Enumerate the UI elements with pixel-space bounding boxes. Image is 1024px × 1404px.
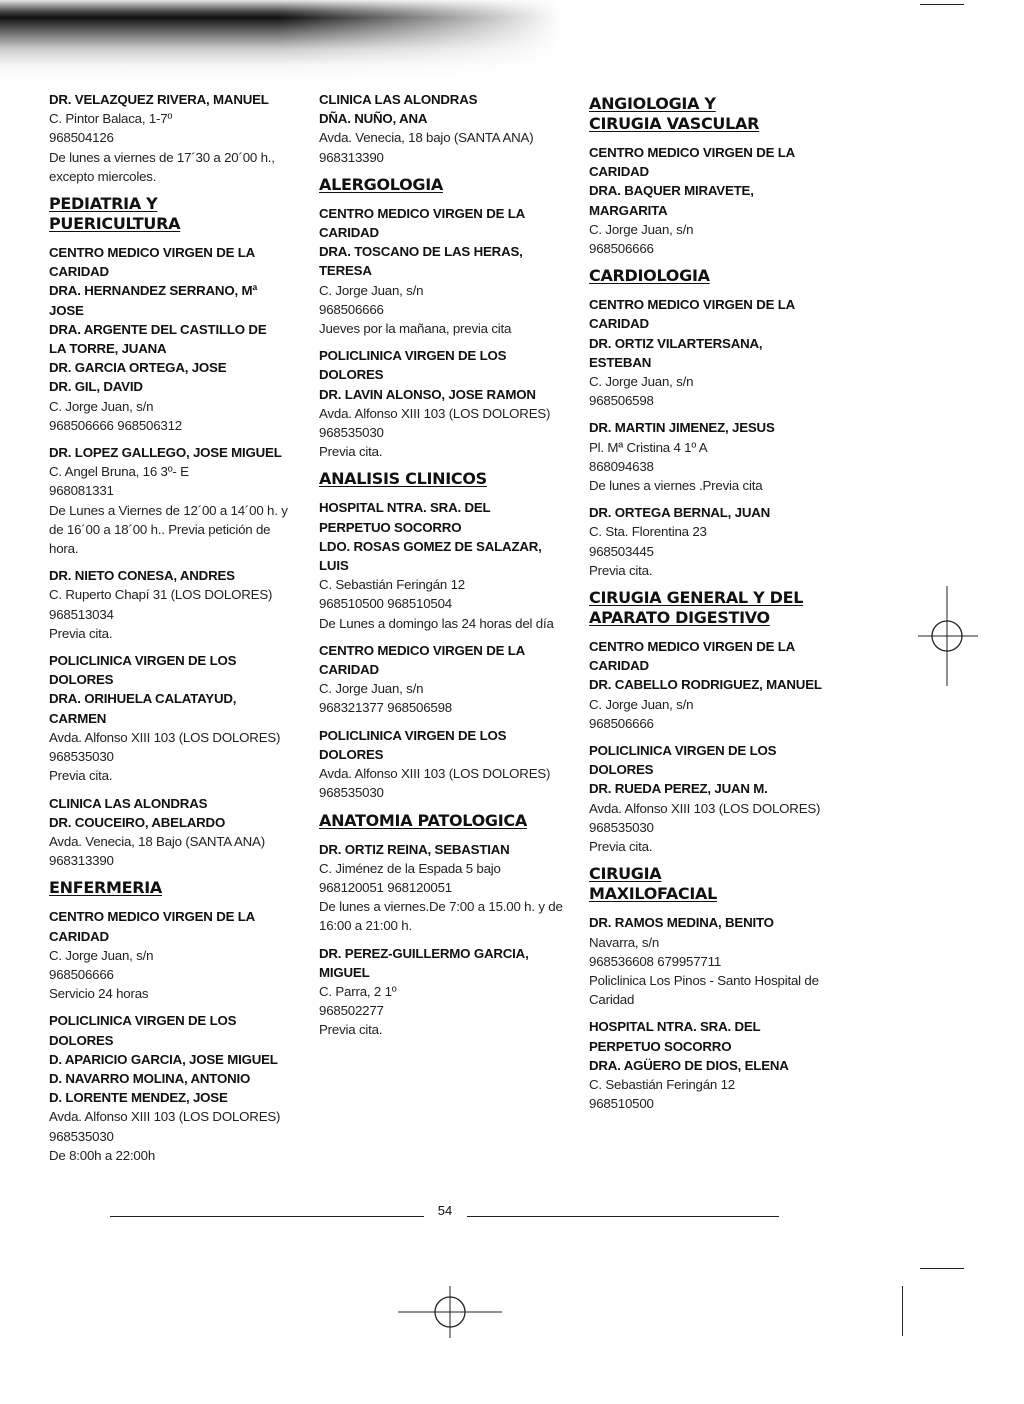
- entry-detail-line: 968506666: [49, 966, 114, 982]
- section-heading-line: CIRUGIA GENERAL Y DEL: [589, 588, 804, 608]
- entry-detail-line: Servicio 24 horas: [49, 986, 149, 1002]
- entry-name-line: CARIDAD: [49, 928, 109, 944]
- crop-mark-bottom-vertical: [902, 1286, 903, 1336]
- entry-name-line: CARIDAD: [589, 164, 649, 180]
- entry-name-line: HOSPITAL NTRA. SRA. DEL: [589, 1019, 761, 1035]
- footer-rule-right: [467, 1216, 779, 1217]
- entry-detail-line: De lunes a viernes de 17´30 a 20´00 h.,: [49, 149, 275, 165]
- entry-name-line: DOLORES: [319, 746, 384, 762]
- entry-detail-line: 968503445: [589, 543, 654, 559]
- entry-detail-line: 968506598: [589, 393, 654, 409]
- header-gradient-band: [0, 0, 560, 80]
- page-number: 54: [437, 1203, 453, 1218]
- entry-name-line: CENTRO MEDICO VIRGEN DE LA: [49, 245, 256, 261]
- entry-name-line: CARMEN: [49, 710, 107, 726]
- entry-detail-line: Avda. Alfonso XIII 103 (LOS DOLORES): [49, 1109, 281, 1125]
- entry-name-line: DR. RAMOS MEDINA, BENITO: [589, 915, 774, 931]
- section-heading-line: ENFERMERIA: [49, 878, 163, 898]
- entry-detail-line: Jueves por la mañana, previa cita: [319, 321, 512, 337]
- entry-detail-line: Previa cita.: [319, 1022, 383, 1038]
- entry-name-line: CARIDAD: [589, 316, 649, 332]
- entry-name-line: DRA. HERNANDEZ SERRANO, Mª: [49, 283, 258, 299]
- entry-detail-line: Caridad: [589, 992, 635, 1008]
- directory-entry: [319, 944, 564, 1040]
- section-heading: [319, 469, 564, 489]
- entry-detail-line: De lunes a viernes .Previa cita: [589, 478, 763, 494]
- directory-entry: [589, 143, 829, 258]
- entry-name-line: DR. CABELLO RODRIGUEZ, MANUEL: [589, 677, 822, 693]
- section-heading: [49, 194, 294, 234]
- entry-name-line: PERPETUO SOCORRO: [589, 1038, 732, 1054]
- entry-name-line: POLICLINICA VIRGEN DE LOS: [319, 348, 507, 364]
- entry-detail-line: 968081331: [49, 483, 114, 499]
- entry-name-line: DOLORES: [589, 762, 654, 778]
- section-heading: [589, 588, 829, 628]
- entry-detail-line: 968502277: [319, 1003, 384, 1019]
- entry-detail-line: Previa cita.: [319, 444, 383, 460]
- directory-entry: [319, 346, 564, 461]
- entry-detail-line: 968504126: [49, 130, 114, 146]
- entry-name-line: DRA. ARGENTE DEL CASTILLO DE: [49, 321, 267, 337]
- entry-detail-line: 968535030: [49, 749, 114, 765]
- footer-rule-left: [110, 1216, 424, 1217]
- directory-entry: [49, 907, 294, 1003]
- entry-name-line: CENTRO MEDICO VIRGEN DE LA: [589, 297, 796, 313]
- entry-name-line: D. LORENTE MENDEZ, JOSE: [49, 1090, 228, 1106]
- entry-name-line: TERESA: [319, 263, 372, 279]
- crop-mark-top-right: [920, 4, 964, 5]
- entry-name-line: PERPETUO SOCORRO: [319, 519, 462, 535]
- section-heading-line: CIRUGIA VASCULAR: [589, 114, 760, 133]
- section-heading-line: MAXILOFACIAL: [589, 884, 717, 904]
- entry-detail-line: de 16´00 a 18´00 h.. Previa petición de: [49, 521, 271, 537]
- entry-name-line: CENTRO MEDICO VIRGEN DE LA: [319, 642, 526, 658]
- entry-detail-line: C. Sebastián Feringán 12: [589, 1076, 735, 1092]
- section-heading-line: PEDIATRIA Y: [49, 194, 158, 214]
- entry-name-line: DOLORES: [319, 367, 384, 383]
- section-heading: [589, 94, 829, 134]
- entry-detail-line: 868094638: [589, 458, 654, 474]
- entry-detail-line: 968513034: [49, 606, 114, 622]
- entry-detail-line: De Lunes a domingo las 24 horas del día: [319, 615, 554, 631]
- entry-detail-line: 968535030: [49, 1128, 114, 1144]
- entry-detail-line: C. Jorge Juan, s/n: [589, 696, 694, 712]
- entry-name-line: DRA. AGÜERO DE DIOS, ELENA: [589, 1057, 789, 1073]
- entry-name-line: CENTRO MEDICO VIRGEN DE LA: [319, 205, 526, 221]
- registration-mark-bottom-icon: [398, 1286, 502, 1338]
- entry-name-line: DR. ORTIZ VILARTERSANA,: [589, 335, 763, 351]
- crop-mark-bottom-right: [920, 1268, 964, 1269]
- section-heading: [49, 878, 294, 898]
- entry-name-line: LA TORRE, JUANA: [49, 341, 167, 357]
- entry-detail-line: 968120051 968120051: [319, 879, 453, 895]
- entry-name-line: DR. RUEDA PEREZ, JUAN M.: [589, 781, 768, 797]
- entry-detail-line: 968506666 968506312: [49, 417, 183, 433]
- entry-name-line: POLICLINICA VIRGEN DE LOS: [49, 653, 237, 669]
- entry-detail-line: Previa cita.: [49, 625, 113, 641]
- entry-name-line: DOLORES: [49, 672, 114, 688]
- entry-detail-line: Avda. Alfonso XIII 103 (LOS DOLORES): [589, 800, 821, 816]
- entry-name-line: CENTRO MEDICO VIRGEN DE LA: [589, 639, 796, 655]
- entry-detail-line: 968535030: [589, 819, 654, 835]
- entry-name-line: DRA. TOSCANO DE LAS HERAS,: [319, 244, 523, 260]
- section-heading: [589, 864, 829, 904]
- section-heading: [319, 811, 564, 831]
- entry-detail-line: Avda. Alfonso XIII 103 (LOS DOLORES): [319, 766, 551, 782]
- entry-detail-line: Previa cita.: [589, 562, 653, 578]
- directory-entry: [49, 90, 294, 186]
- directory-entry: [319, 641, 564, 718]
- section-heading-line: PUERICULTURA: [49, 214, 181, 234]
- directory-entry: [49, 566, 294, 643]
- directory-entry: [589, 418, 829, 495]
- directory-entry: [319, 840, 564, 936]
- entry-name-line: D. APARICIO GARCIA, JOSE MIGUEL: [49, 1051, 278, 1067]
- directory-entry: [319, 498, 564, 632]
- section-heading-line: ANATOMIA PATOLOGICA: [319, 810, 527, 830]
- registration-mark-right-icon: [918, 586, 978, 686]
- directory-entry: [49, 1011, 294, 1165]
- entry-detail-line: excepto miercoles.: [49, 168, 157, 184]
- entry-name-line: CLINICA LAS ALONDRAS: [49, 795, 208, 811]
- entry-detail-line: Previa cita.: [589, 839, 653, 855]
- entry-detail-line: 16:00 a 21:00 h.: [319, 918, 412, 934]
- entry-detail-line: C. Ruperto Chapí 31 (LOS DOLORES): [49, 587, 273, 603]
- entry-name-line: DR. LOPEZ GALLEGO, JOSE MIGUEL: [49, 445, 282, 461]
- entry-detail-line: C. Angel Bruna, 16 3º- E: [49, 464, 189, 480]
- directory-entry: [319, 726, 564, 803]
- entry-name-line: LUIS: [319, 558, 349, 574]
- section-heading-line: APARATO DIGESTIVO: [589, 608, 770, 628]
- entry-name-line: ESTEBAN: [589, 354, 652, 370]
- column-2: [319, 90, 564, 1048]
- entry-name-line: POLICLINICA VIRGEN DE LOS: [319, 727, 507, 743]
- entry-name-line: CENTRO MEDICO VIRGEN DE LA: [49, 909, 256, 925]
- directory-entry: [49, 243, 294, 435]
- directory-entry: [589, 637, 829, 733]
- entry-detail-line: De lunes a viernes.De 7:00 a 15.00 h. y de: [319, 899, 563, 915]
- column-1: [49, 90, 294, 1173]
- entry-detail-line: 968510500: [589, 1096, 654, 1112]
- entry-detail-line: 968313390: [319, 149, 384, 165]
- directory-entry: [49, 651, 294, 785]
- entry-detail-line: C. Sta. Florentina 23: [589, 524, 707, 540]
- entry-name-line: MARGARITA: [589, 202, 668, 218]
- entry-name-line: DR. NIETO CONESA, ANDRES: [49, 568, 235, 584]
- entry-detail-line: C. Jiménez de la Espada 5 bajo: [319, 860, 501, 876]
- directory-entry: [589, 1017, 829, 1113]
- entry-detail-line: C. Jorge Juan, s/n: [319, 282, 424, 298]
- entry-name-line: POLICLINICA VIRGEN DE LOS: [49, 1013, 237, 1029]
- entry-detail-line: 968313390: [49, 853, 114, 869]
- section-heading-line: CIRUGIA: [589, 864, 662, 884]
- entry-name-line: DR. GARCIA ORTEGA, JOSE: [49, 360, 227, 376]
- entry-name-line: DR. GIL, DAVID: [49, 379, 143, 395]
- entry-name-line: CENTRO MEDICO VIRGEN DE LA: [589, 145, 796, 160]
- entry-name-line: CARIDAD: [319, 225, 379, 241]
- entry-name-line: HOSPITAL NTRA. SRA. DEL: [319, 500, 491, 516]
- entry-name-line: CARIDAD: [319, 662, 379, 678]
- entry-detail-line: Avda. Venecia, 18 Bajo (SANTA ANA): [49, 833, 265, 849]
- directory-entry: [319, 204, 564, 338]
- entry-name-line: DR. PEREZ-GUILLERMO GARCIA,: [319, 945, 529, 961]
- entry-detail-line: Avda. Venecia, 18 bajo (SANTA ANA): [319, 130, 534, 146]
- entry-detail-line: Previa cita.: [49, 768, 113, 784]
- directory-entry: [49, 443, 294, 558]
- directory-entry: [319, 90, 564, 167]
- directory-entry: [589, 913, 829, 1009]
- section-heading-line: CARDIOLOGIA: [589, 266, 710, 286]
- entry-detail-line: C. Jorge Juan, s/n: [589, 374, 694, 390]
- entry-name-line: DR. ORTEGA BERNAL, JUAN: [589, 505, 771, 521]
- entry-name-line: DR. ORTIZ REINA, SEBASTIAN: [319, 841, 510, 857]
- section-heading-line: ANALISIS CLINICOS: [319, 469, 487, 489]
- entry-name-line: DR. LAVIN ALONSO, JOSE RAMON: [319, 386, 536, 402]
- entry-detail-line: hora.: [49, 541, 79, 557]
- entry-name-line: DÑA. NUÑO, ANA: [319, 111, 428, 127]
- directory-entry: [589, 295, 829, 410]
- entry-detail-line: 968321377 968506598: [319, 700, 453, 716]
- entry-name-line: CLINICA LAS ALONDRAS: [319, 92, 478, 107]
- entry-detail-line: 968506666: [319, 301, 384, 317]
- entry-detail-line: 968536608 679957711: [589, 953, 722, 969]
- entry-detail-line: Navarra, s/n: [589, 934, 660, 950]
- entry-detail-line: C. Parra, 2 1º: [319, 983, 397, 999]
- entry-detail-line: C. Jorge Juan, s/n: [49, 398, 154, 414]
- entry-name-line: CARIDAD: [49, 264, 109, 280]
- entry-name-line: DRA. BAQUER MIRAVETE,: [589, 183, 754, 199]
- entry-detail-line: C. Jorge Juan, s/n: [319, 681, 424, 697]
- entry-name-line: JOSE: [49, 302, 84, 318]
- entry-detail-line: 968535030: [319, 785, 384, 801]
- entry-name-line: DR. VELAZQUEZ RIVERA, MANUEL: [49, 92, 269, 107]
- entry-detail-line: C. Pintor Balaca, 1-7º: [49, 111, 173, 127]
- entry-detail-line: C. Sebastián Feringán 12: [319, 577, 465, 593]
- directory-entry: [589, 741, 829, 856]
- column-3: [589, 90, 829, 1121]
- entry-name-line: MIGUEL: [319, 964, 370, 980]
- entry-name-line: DR. MARTIN JIMENEZ, JESUS: [589, 420, 775, 436]
- directory-entry: [589, 503, 829, 580]
- entry-name-line: DRA. ORIHUELA CALATAYUD,: [49, 691, 237, 707]
- entry-name-line: LDO. ROSAS GOMEZ DE SALAZAR,: [319, 538, 542, 554]
- directory-entry: [49, 794, 294, 871]
- entry-name-line: POLICLINICA VIRGEN DE LOS: [589, 743, 777, 759]
- entry-detail-line: 968535030: [319, 425, 384, 441]
- entry-detail-line: De 8:00h a 22:00h: [49, 1147, 156, 1163]
- section-heading: [319, 175, 564, 195]
- entry-detail-line: 968506666: [589, 715, 654, 731]
- entry-name-line: CARIDAD: [589, 658, 649, 674]
- entry-name-line: DOLORES: [49, 1032, 114, 1048]
- entry-name-line: DR. COUCEIRO, ABELARDO: [49, 814, 226, 830]
- entry-detail-line: Avda. Alfonso XIII 103 (LOS DOLORES): [319, 405, 551, 421]
- entry-detail-line: C. Jorge Juan, s/n: [49, 947, 154, 963]
- entry-name-line: D. NAVARRO MOLINA, ANTONIO: [49, 1070, 251, 1086]
- entry-detail-line: Avda. Alfonso XIII 103 (LOS DOLORES): [49, 729, 281, 745]
- section-heading: [589, 266, 829, 286]
- section-heading-line: ANGIOLOGIA Y: [589, 94, 716, 113]
- section-heading-line: ALERGOLOGIA: [319, 174, 443, 194]
- entry-detail-line: Pl. Mª Cristina 4 1º A: [589, 439, 708, 455]
- entry-detail-line: C. Jorge Juan, s/n: [589, 221, 694, 237]
- entry-detail-line: 968506666: [589, 241, 654, 257]
- entry-detail-line: 968510500 968510504: [319, 596, 453, 612]
- entry-detail-line: Policlinica Los Pinos - Santo Hospital de: [589, 972, 819, 988]
- entry-detail-line: De Lunes a Viernes de 12´00 a 14´00 h. y: [49, 502, 288, 518]
